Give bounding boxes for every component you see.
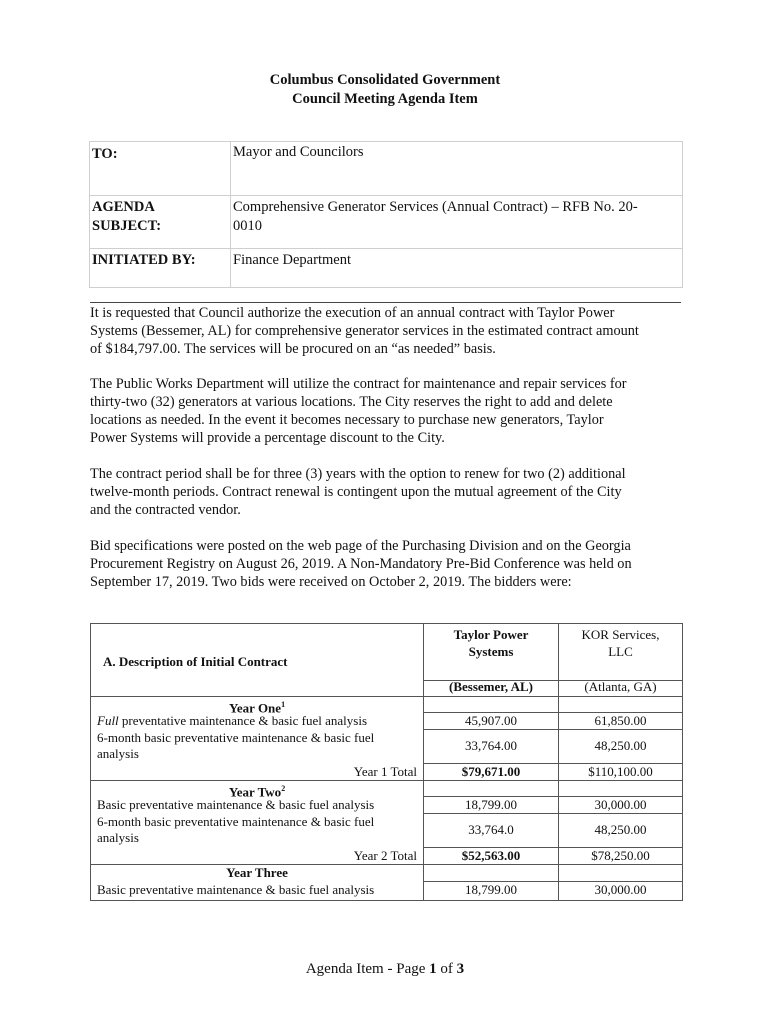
- year2-row2-vendor2: 48,250.00: [594, 822, 647, 837]
- year2-row1-label: Basic preventative maintenance & basic fuel analysis: [97, 797, 375, 812]
- year1-row1-vendor1: 45,907.00: [465, 713, 517, 728]
- bid-table: [90, 623, 683, 901]
- paragraph-line: Power Systems will provide a percentage discount to the City.: [90, 430, 445, 446]
- paragraph-line: The Public Works Department will utilize the contract for maintenance and repair services for: [90, 376, 627, 392]
- paragraph-line: of $184,797.00. The services will be procured on an “as needed” basis.: [90, 341, 496, 357]
- year2-row2-vendor1: 33,764.0: [468, 822, 514, 837]
- paragraph-line: and the contracted vendor.: [90, 502, 241, 518]
- year2-total-vendor2: $78,250.00: [591, 848, 650, 863]
- paragraph-line: thirty-two (32) generators at various locations. The City reserves the right to add and delete: [90, 394, 613, 410]
- year3-row1-vendor1: 18,799.00: [465, 882, 517, 897]
- vendor1-name-line2: Systems: [468, 644, 514, 659]
- vendor2-name-line1: KOR Services,: [581, 627, 660, 642]
- paragraph-contract-period: [90, 465, 682, 519]
- memo-row-divider: [90, 195, 682, 196]
- document-subtitle: Council Meeting Agenda Item: [292, 91, 478, 107]
- to-label: TO:: [92, 146, 118, 162]
- paragraph-line: locations as needed. In the event it becomes necessary to purchase new generators, Taylor: [90, 412, 604, 428]
- subject-label-line1: AGENDA: [92, 199, 155, 215]
- memo-row-divider: [90, 248, 682, 249]
- section-rule: [90, 302, 681, 303]
- bid-row-divider: [423, 729, 682, 730]
- year3-heading: Year Three: [226, 865, 288, 880]
- year1-row2-label-line2: analysis: [97, 746, 139, 761]
- document-title: Columbus Consolidated Government: [269, 72, 501, 88]
- year2-row2-label-line2: analysis: [97, 830, 139, 845]
- year1-total-vendor1: $79,671.00: [461, 764, 521, 779]
- year2-heading: Year Two$^2$: [228, 784, 286, 800]
- vendor2-location: (Atlanta, GA): [584, 679, 657, 694]
- paragraph-line: Bid specifications were posted on the web page of the Purchasing Division and on the Georgia: [90, 538, 631, 554]
- year1-row1-label: Full preventative maintenance & basic fuel analysis: [97, 713, 368, 728]
- initiated-label: INITIATED BY:: [92, 252, 196, 268]
- year1-total-vendor2: $110,100.00: [588, 764, 653, 779]
- year1-row2-vendor2: 48,250.00: [594, 738, 647, 753]
- vendor1-name-line1: Taylor Power: [453, 627, 529, 642]
- paragraph-line: It is requested that Council authorize the execution of an annual contract with Taylor Power: [90, 305, 615, 321]
- year1-total-label: Year 1 Total: [353, 764, 417, 779]
- year2-total-label: Year 2 Total: [353, 848, 417, 863]
- subject-value-line2: 0010: [233, 218, 262, 234]
- to-value: Mayor and Councilors: [233, 144, 364, 160]
- vendor1-location: (Bessemer, AL): [448, 679, 533, 694]
- year1-row2-vendor1: 33,764.00: [465, 738, 517, 753]
- paragraph-line: Systems (Bessemer, AL) for comprehensive generator services in the estimated contract amount: [90, 323, 639, 339]
- year2-row2-label-line1: 6-month basic preventative maintenance & basic fuel: [97, 814, 375, 829]
- year1-heading: Year One$^1$: [228, 700, 286, 716]
- paragraph-request: [90, 304, 682, 358]
- vendor2-name-line2: LLC: [608, 644, 633, 659]
- bid-row-divider: [423, 813, 682, 814]
- subject-label-line2: SUBJECT:: [92, 218, 162, 234]
- paragraph-bid-specs: [90, 537, 682, 591]
- description-header: A. Description of Initial Contract: [103, 654, 288, 669]
- paragraph-line: September 17, 2019. Two bids were received on October 2, 2019. The bidders were:: [90, 574, 572, 590]
- memo-divider: [230, 142, 231, 287]
- year2-total-vendor1: $52,563.00: [461, 848, 521, 863]
- paragraph-line: Procurement Registry on August 26, 2019. A Non-Mandatory Pre-Bid Conference was held on: [90, 556, 632, 572]
- year3-row1-vendor2: 30,000.00: [594, 882, 647, 897]
- year2-row1-vendor2: 30,000.00: [594, 797, 647, 812]
- paragraph-line: twelve-month periods. Contract renewal is contingent upon the mutual agreement of the City: [90, 484, 622, 500]
- paragraph-public-works: [90, 375, 682, 447]
- initiated-value: Finance Department: [233, 252, 351, 268]
- year1-row1-vendor2: 61,850.00: [594, 713, 647, 728]
- page-footer: Agenda Item - Page 1 of 3: [305, 961, 465, 977]
- subject-value-line1: Comprehensive Generator Services (Annual Contract) – RFB No. 20-: [233, 199, 638, 215]
- year2-row1-vendor1: 18,799.00: [465, 797, 517, 812]
- year3-row1-label: Basic preventative maintenance & basic fuel analysis: [97, 882, 375, 897]
- year1-row2-label-line1: 6-month basic preventative maintenance & basic fuel: [97, 730, 375, 745]
- paragraph-line: The contract period shall be for three (3) years with the option to renew for two (2) additional: [90, 466, 626, 482]
- memo-header-table: [89, 141, 683, 288]
